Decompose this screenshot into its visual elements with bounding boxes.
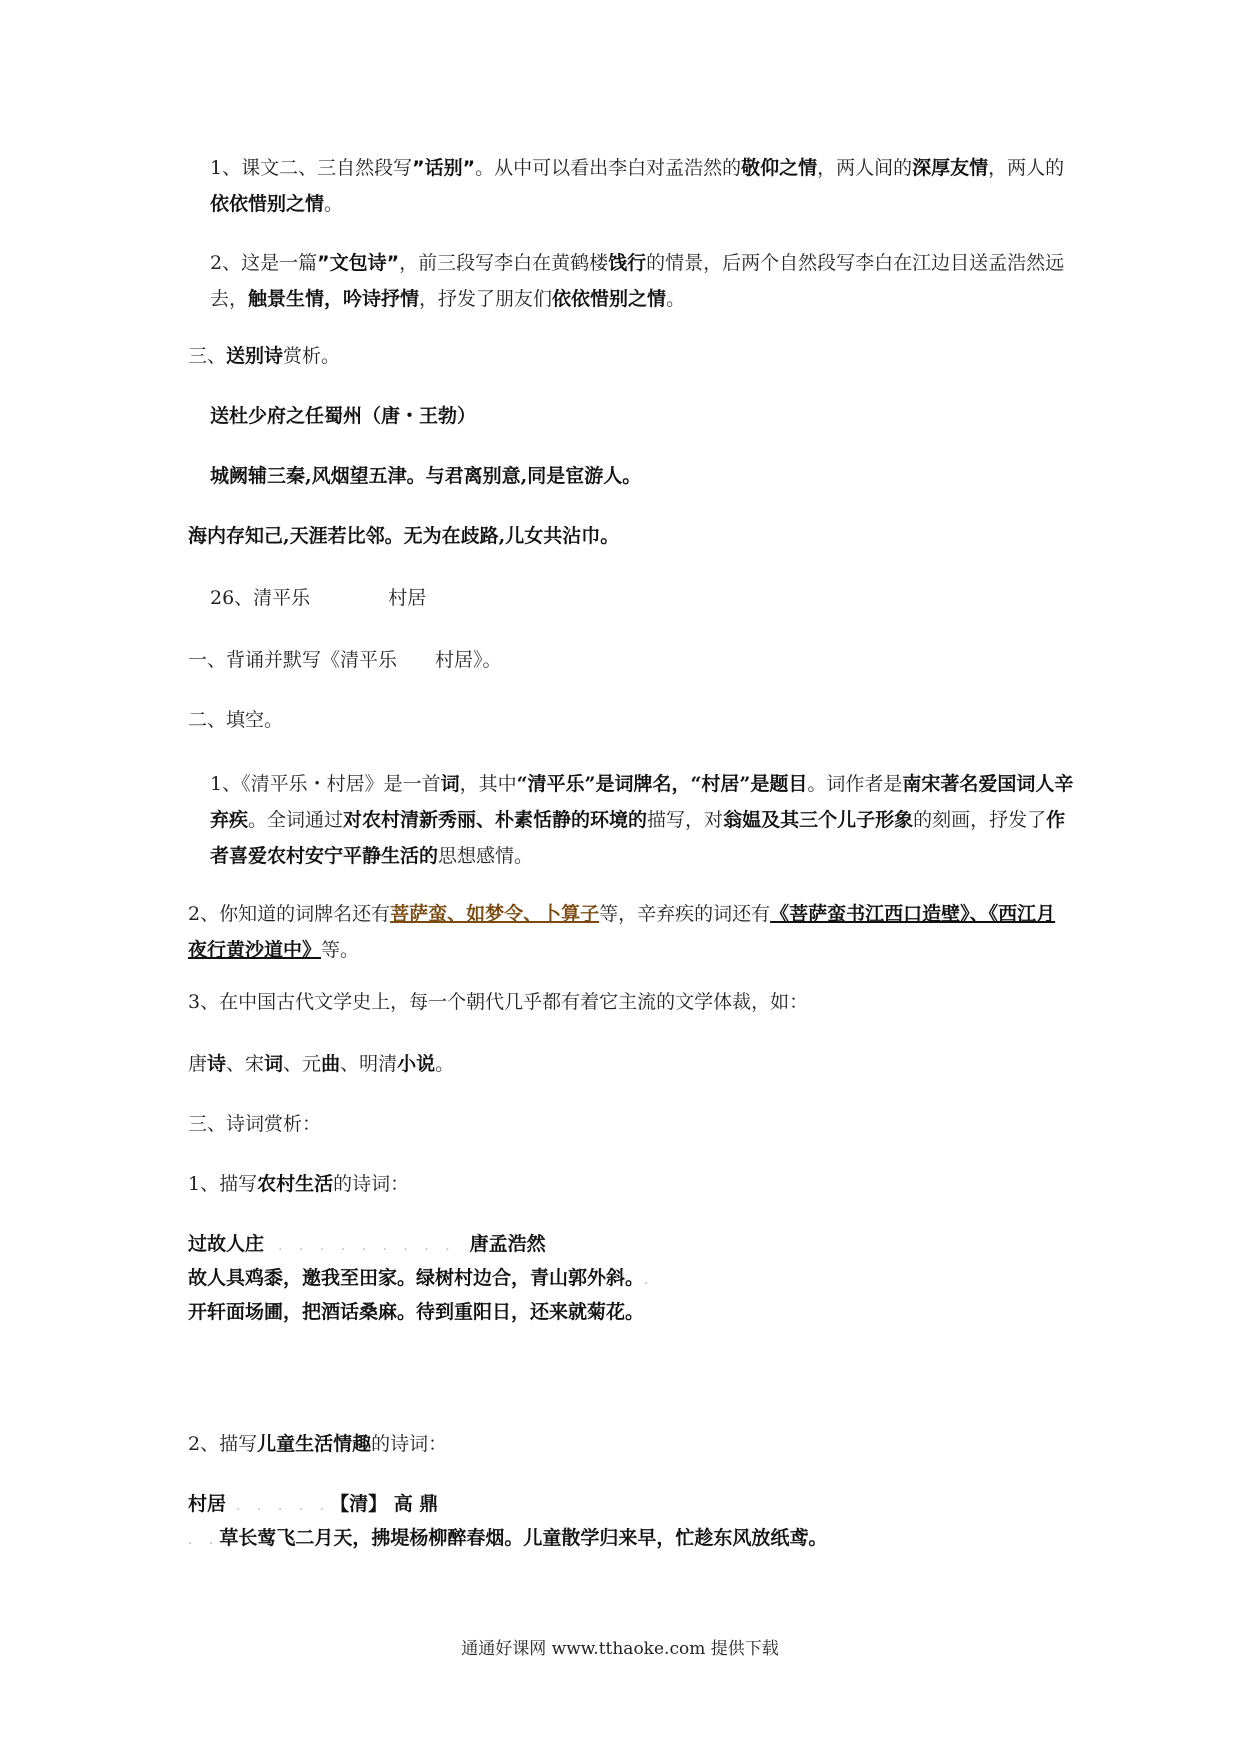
fill-blank-3-answer: 唐诗、宋词、元曲、明清小说。 — [188, 1053, 455, 1075]
poem-2-line-2: 开轩面场圃，把酒话桑麻。待到重阳日，还来就菊花。 — [188, 1301, 645, 1323]
fill-blank-3: 3、在中国古代文学史上，每一个朝代几乎都有着它主流的文学体裁，如： — [188, 991, 809, 1013]
ci-titles: 《菩萨蛮书江西口造壁》、《西江月夜行黄沙道中》 — [188, 903, 1056, 961]
category-2: 2、描写儿童生活情趣的诗词： — [188, 1433, 448, 1455]
paragraph-1: 1、课文二、三自然段写”话别”。从中可以看出李白对孟浩然的敬仰之情，两人间的深厚友情，两人的依依惜别之情。 — [210, 157, 1065, 215]
poem-3-title: 村居 . . . . .【清】 高 鼎 — [188, 1493, 439, 1515]
question-2: 二、填空。 — [188, 709, 284, 731]
fill-blank-2: 2、你知道的词牌名还有菩萨蛮、如梦令、卜算子等，辛弃疾的词还有《菩萨蛮书江西口造壁》、《西江月夜行黄沙道中》等。 — [188, 903, 1056, 961]
poem-1-title: 送杜少府之任蜀州（唐・王勃） — [210, 405, 477, 427]
fill-blank-1: 1、《清平乐・村居》是一首词，其中“清平乐”是词牌名，“村居”是题目。词作者是南宋著名爱国词人辛弃疾。全词通过对农村清新秀丽、朴素恬静的环境的描写，对翁媪及其三个儿子形象的刻画，抒发了作者喜爱农村安宁平静生活的思想感情。 — [210, 773, 1074, 867]
question-1: 一、背诵并默写《清平乐 村居》。 — [188, 649, 502, 671]
poem-2-title: 过故人庄 . . . . . . . . . 唐孟浩然 — [188, 1233, 546, 1255]
lesson-title: 26、清平乐 村居 — [210, 587, 427, 609]
poem-1-line-1: 城阙辅三秦,风烟望五津。与君离别意,同是宦游人。 — [210, 465, 642, 487]
footer: 通通好课网 www.tthaoke.com 提供下载 — [461, 1639, 779, 1659]
poem-2-line-1: 故人具鸡黍，邀我至田家。绿树村边合，青山郭外斜。. — [188, 1267, 655, 1289]
cipai-link[interactable]: 菩萨蛮、如梦令、卜算子 — [390, 903, 600, 925]
section-3b-heading: 三、诗词赏析： — [188, 1113, 322, 1135]
paragraph-2: 2、这是一篇”文包诗”，前三段写李白在黄鹤楼饯行的情景，后两个自然段写李白在江边目送孟浩然远去，触景生情，吟诗抒情，抒发了朋友们依依惜别之情。 — [210, 252, 1065, 310]
section-3-heading: 三、送别诗赏析。 — [188, 345, 341, 367]
poem-3-line-1: . .草长莺飞二月天，拂堤杨柳醉春烟。儿童散学归来早，忙趁东风放纸鸢。 — [188, 1527, 828, 1549]
category-1: 1、描写农村生活的诗词： — [188, 1173, 410, 1195]
poem-1-line-2: 海内存知己,天涯若比邻。无为在歧路,儿女共沾巾。 — [188, 525, 620, 547]
